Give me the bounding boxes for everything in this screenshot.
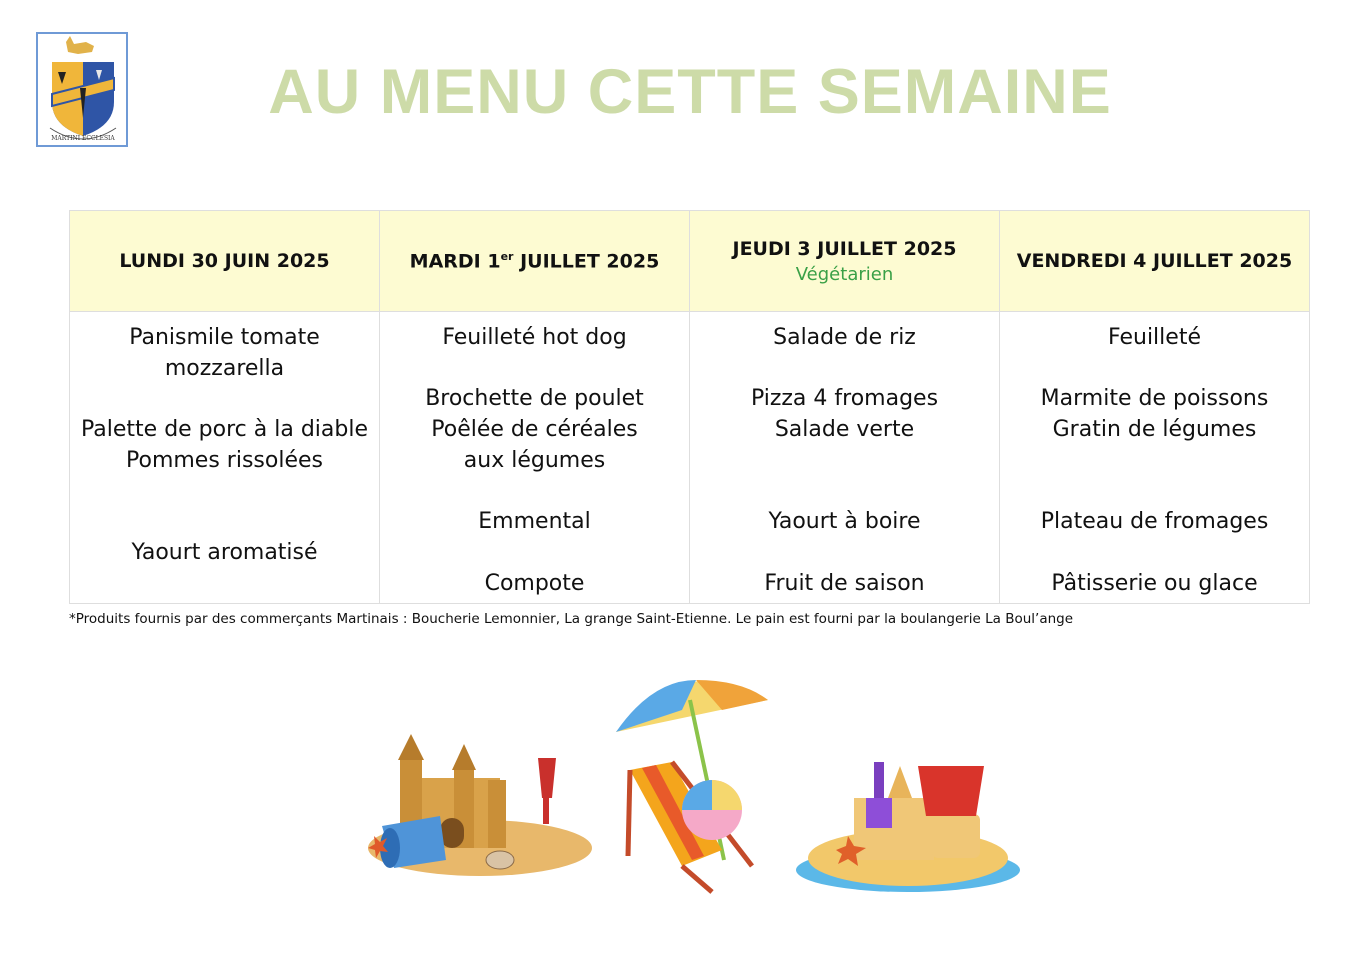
dish-cheese: Emmental (478, 509, 591, 534)
beach-umbrella-deckchair-icon (612, 670, 772, 898)
day-label: LUNDI 30 JUIN 2025 (119, 250, 330, 272)
menu-column (1000, 312, 1310, 604)
footnote: *Produits fournis par des commerçants Martinais : Boucherie Lemonnier, La grange Saint-Etienne. Le pain est fourni par la boulangerie La Boul’ange (69, 611, 1074, 627)
dish-starter: Panismile tomate (129, 325, 320, 350)
day-header-friday (1000, 211, 1310, 312)
town-crest-logo (36, 32, 128, 147)
dish-dessert: Compote (484, 571, 585, 596)
dish-main: Pommes rissolées (126, 448, 323, 473)
day-label: VENDREDI 4 JUILLET 2025 (1016, 250, 1293, 272)
dish-main: Brochette de poulet (425, 386, 644, 411)
day-header-tuesday (380, 211, 690, 312)
dish-main: Salade verte (774, 417, 915, 442)
page-title: AU MENU CETTE SEMAINE (268, 57, 1112, 127)
dish-main: Gratin de légumes (1052, 417, 1257, 442)
menu-column (70, 312, 380, 604)
dish-main: Palette de porc à la diable (81, 417, 368, 442)
dish-dessert: Fruit de saison (764, 571, 925, 596)
day-header-thursday (690, 211, 1000, 312)
dish-starter: Feuilleté (1108, 325, 1201, 350)
menu-column (380, 312, 690, 604)
vegetarian-badge: Végétarien (795, 263, 894, 285)
dish-cheese: Plateau de fromages (1040, 509, 1269, 534)
dish-main: Pizza 4 fromages (750, 386, 939, 411)
day-label: MARDI 1er JUILLET 2025 (409, 249, 660, 273)
weekly-menu-table (69, 210, 1310, 604)
dish-dessert: Yaourt aromatisé (131, 540, 318, 565)
dish-main: aux légumes (463, 448, 606, 473)
day-label: JEUDI 3 JUILLET 2025 (732, 237, 957, 260)
sandcastle-bucket-icon (360, 730, 595, 880)
dish-dessert: Pâtisserie ou glace (1051, 571, 1258, 596)
day-header-monday (70, 211, 380, 312)
sandcastle-spade-icon (788, 758, 1028, 900)
dish-cheese: Yaourt à boire (768, 509, 921, 534)
dish-starter: Feuilleté hot dog (442, 325, 627, 350)
dish-main: Marmite de poissons (1040, 386, 1269, 411)
svg-text:MARTINI ECCLESIA: MARTINI ECCLESIA (51, 135, 115, 142)
dish-starter: mozzarella (164, 356, 285, 381)
dish-main: Poêlée de céréales (431, 417, 638, 442)
menu-column (690, 312, 1000, 604)
dish-starter: Salade de riz (773, 325, 916, 350)
